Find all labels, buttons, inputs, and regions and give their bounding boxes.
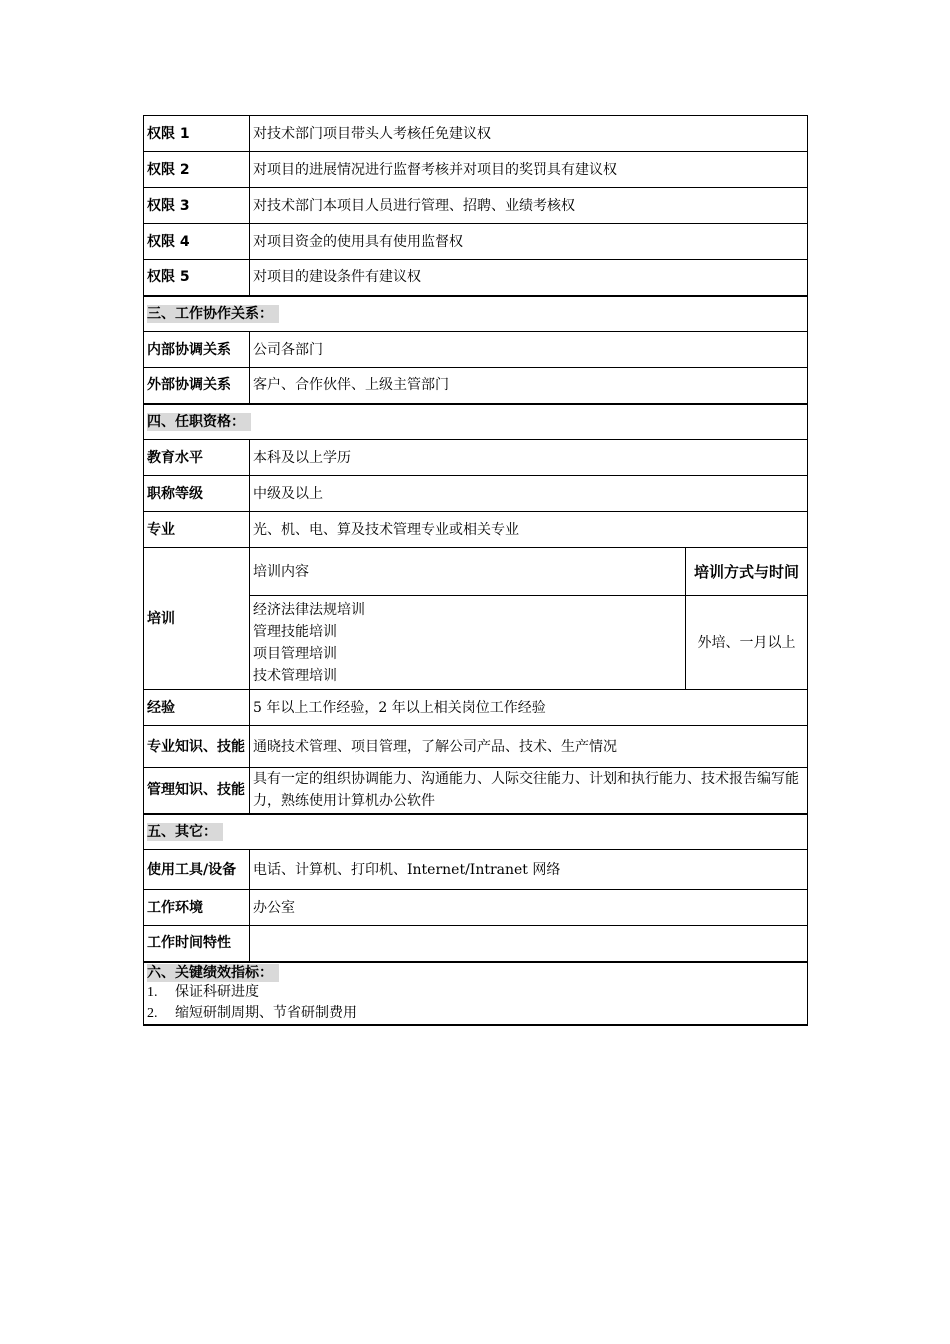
training-item: 管理技能培训 — [253, 623, 337, 640]
authority-value-1: 对技术部门项目带头人考核任免建议权 — [250, 116, 808, 152]
pro-skill-label: 专业知识、技能 — [144, 726, 250, 768]
internal-coordination-value: 公司各部门 — [250, 332, 808, 368]
kpi-item — [147, 982, 804, 1003]
major-row — [144, 512, 808, 548]
section-6-title: 六、关键绩效指标： — [147, 964, 279, 982]
title-level-value: 中级及以上 — [250, 476, 808, 512]
training-item: 项目管理培训 — [253, 645, 337, 662]
section-6-row — [144, 962, 808, 1025]
major-value: 光、机、电、算及技术管理专业或相关专业 — [250, 512, 808, 548]
tools-row — [144, 850, 808, 890]
authority-row-4 — [144, 224, 808, 260]
training-method-value: 外培、一月以上 — [686, 596, 808, 690]
experience-label: 经验 — [144, 690, 250, 726]
internal-coordination-label: 内部协调关系 — [144, 332, 250, 368]
pro-skill-value: 通晓技术管理、项目管理，了解公司产品、技术、生产情况 — [250, 726, 808, 768]
training-item: 技术管理培训 — [253, 667, 337, 684]
kpi-text: 保证科研进度 — [175, 983, 259, 1000]
section-4-header-row — [144, 404, 808, 440]
work-environment-label: 工作环境 — [144, 890, 250, 926]
authority-label-5: 权限 5 — [144, 260, 250, 296]
tools-label: 使用工具/设备 — [144, 850, 250, 890]
external-coordination-row — [144, 368, 808, 404]
work-time-row — [144, 926, 808, 962]
training-label: 培训 — [144, 548, 250, 690]
experience-row — [144, 690, 808, 726]
authority-row-1 — [144, 116, 808, 152]
authority-value-4: 对项目资金的使用具有使用监督权 — [250, 224, 808, 260]
external-coordination-label: 外部协调关系 — [144, 368, 250, 404]
mgmt-skill-row — [144, 768, 808, 814]
training-method-header: 培训方式与时间 — [686, 548, 808, 596]
section-4-title: 四、任职资格： — [147, 413, 251, 431]
kpi-number: 2. — [147, 1005, 158, 1021]
education-value: 本科及以上学历 — [250, 440, 808, 476]
kpi-item — [147, 1003, 804, 1024]
title-level-row — [144, 476, 808, 512]
pro-skill-row — [144, 726, 808, 768]
mgmt-skill-value: 具有一定的组织协调能力、沟通能力、人际交往能力、计划和执行能力、技术报告编写能力，熟练使用计算机办公软件 — [250, 768, 808, 814]
section-5-header-row — [144, 814, 808, 850]
authority-value-5: 对项目的建设条件有建议权 — [250, 260, 808, 296]
education-label: 教育水平 — [144, 440, 250, 476]
mgmt-skill-label: 管理知识、技能 — [144, 768, 250, 814]
authority-row-5 — [144, 260, 808, 296]
section-3-title: 三、工作协作关系： — [147, 305, 279, 323]
job-description-table — [143, 115, 808, 1026]
external-coordination-value: 客户、合作伙伴、上级主管部门 — [250, 368, 808, 404]
section-5-title: 五、其它： — [147, 823, 223, 841]
work-environment-value: 办公室 — [250, 890, 808, 926]
work-time-label: 工作时间特性 — [144, 926, 250, 962]
authority-label-3: 权限 3 — [144, 188, 250, 224]
training-header-row — [144, 548, 808, 596]
authority-value-3: 对技术部门本项目人员进行管理、招聘、业绩考核权 — [250, 188, 808, 224]
training-items — [250, 596, 686, 690]
training-content-header: 培训内容 — [250, 548, 686, 596]
authority-label-2: 权限 2 — [144, 152, 250, 188]
work-time-value — [250, 926, 808, 962]
internal-coordination-row — [144, 332, 808, 368]
title-level-label: 职称等级 — [144, 476, 250, 512]
work-environment-row — [144, 890, 808, 926]
authority-row-2 — [144, 152, 808, 188]
authority-label-4: 权限 4 — [144, 224, 250, 260]
authority-label-1: 权限 1 — [144, 116, 250, 152]
education-row — [144, 440, 808, 476]
training-item: 经济法律法规培训 — [253, 601, 365, 618]
major-label: 专业 — [144, 512, 250, 548]
authority-value-2: 对项目的进展情况进行监督考核并对项目的奖罚具有建议权 — [250, 152, 808, 188]
authority-row-3 — [144, 188, 808, 224]
section-3-header-row — [144, 296, 808, 332]
kpi-text: 缩短研制周期、节省研制费用 — [175, 1004, 357, 1021]
kpi-number: 1. — [147, 984, 158, 1000]
tools-value: 电话、计算机、打印机、Internet/Intranet 网络 — [250, 850, 808, 890]
experience-value: 5 年以上工作经验，2 年以上相关岗位工作经验 — [250, 690, 808, 726]
